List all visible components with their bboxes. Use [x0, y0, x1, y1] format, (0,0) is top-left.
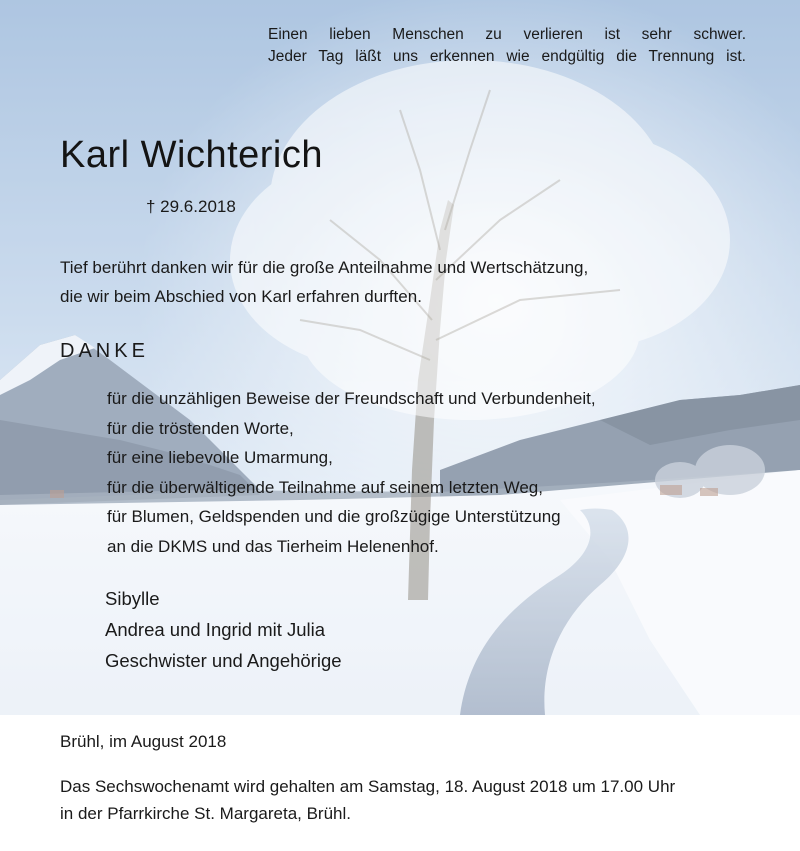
service-line: Das Sechswochenamt wird gehalten am Samstag, 18. August 2018 um 17.00 Uhr: [60, 777, 676, 796]
signer: Geschwister und Angehörige: [105, 650, 342, 671]
quote-line: Jeder Tag läßt uns erkennen wie endgültig die Trennung ist.: [268, 48, 746, 65]
service-line: in der Pfarrkirche St. Margareta, Brühl.: [60, 804, 352, 823]
danke-heading: DANKE: [60, 340, 149, 362]
intro-line: die wir beim Abschied von Karl erfahren durften.: [60, 287, 422, 306]
reason-line: für Blumen, Geldspenden und die großzügige Unterstützung: [107, 507, 561, 526]
reason-line: für die überwältigende Teilnahme auf seinem letzten Weg,: [107, 477, 543, 497]
reason-line: für eine liebevolle Umarmung,: [107, 448, 333, 467]
quote-line: Einen lieben Menschen zu verlieren ist sehr schwer.: [268, 26, 746, 43]
reason-line: an die DKMS und das Tierheim Helenenhof.: [107, 536, 439, 556]
place-date: Brühl, im August 2018: [60, 732, 227, 751]
deceased-name: Karl Wichterich: [60, 134, 323, 176]
signers-list: [105, 583, 342, 676]
intro-line: Tief berührt danken wir für die große Anteilnahme und Wertschätzung,: [60, 258, 589, 277]
service-announcement: [60, 773, 675, 827]
thanks-intro: [60, 253, 588, 311]
death-date: † 29.6.2018: [146, 197, 236, 216]
reason-line: für die tröstenden Worte,: [107, 418, 294, 438]
reason-line: für die unzähligen Beweise der Freundschaft und Verbundenheit,: [107, 389, 596, 408]
signer: Sibylle: [105, 588, 160, 609]
signer: Andrea und Ingrid mit Julia: [105, 619, 326, 640]
memorial-quote: [268, 24, 746, 68]
reasons-list: [107, 384, 596, 561]
